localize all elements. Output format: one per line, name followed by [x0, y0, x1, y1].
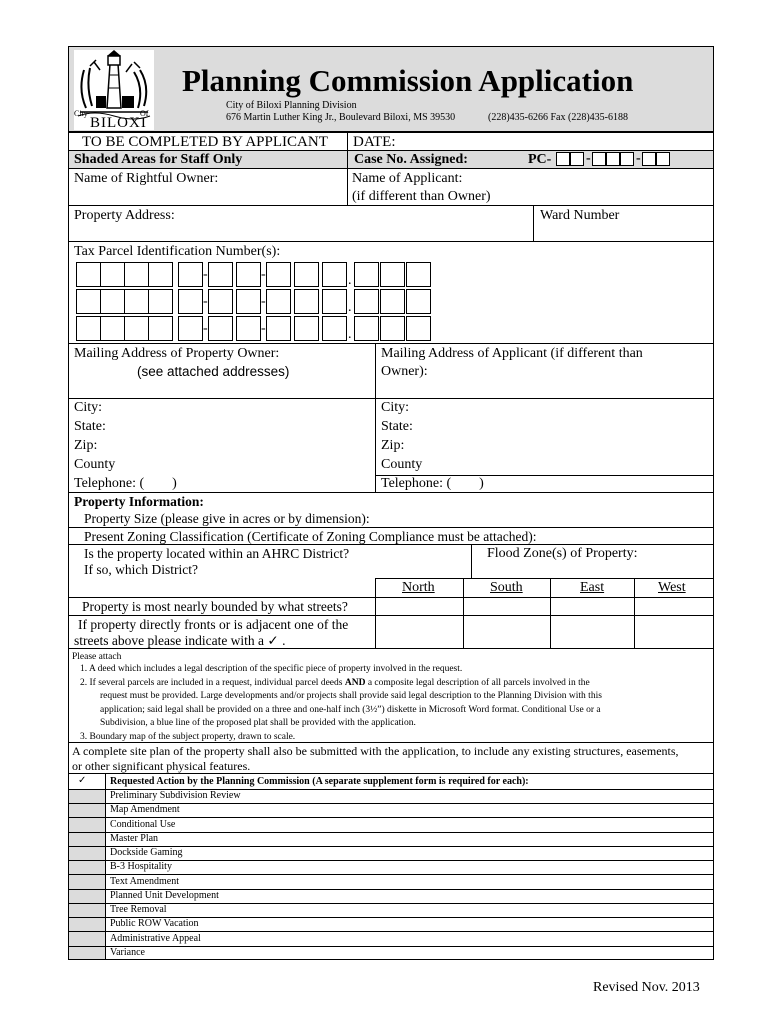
actions-check-header: ✓	[78, 775, 87, 786]
direction-south: South	[490, 580, 523, 595]
name-owner-label[interactable]: Name of Rightful Owner:	[74, 171, 219, 186]
date-label: DATE:	[353, 134, 396, 150]
which-district-label[interactable]: If so, which District?	[84, 562, 198, 577]
owner-state[interactable]: State:	[74, 419, 106, 434]
ward-number-label[interactable]: Ward Number	[540, 208, 620, 223]
attach-item-2-cont-1: request must be provided. Large developments and/or projects shall provide said legal description to the Planning Division with this	[100, 691, 602, 701]
case-no-label: Case No. Assigned:	[354, 152, 468, 167]
direction-east: East	[580, 580, 605, 595]
svg-text:-: -	[261, 294, 266, 309]
action-item[interactable]: Map Amendment	[110, 804, 180, 815]
fronts-label-2: streets above please indicate with a ✓ .	[74, 633, 286, 648]
biloxi-logo	[74, 50, 154, 130]
svg-text:-: -	[203, 321, 208, 336]
bounded-label: Property is most nearly bounded by what streets?	[82, 599, 348, 614]
attach-item-3: 3. Boundary map of the subject property, drawn to scale.	[80, 732, 296, 742]
svg-text:.: .	[348, 273, 352, 288]
name-applicant-label[interactable]: Name of Applicant:	[352, 171, 463, 186]
applicant-city[interactable]: City:	[381, 400, 410, 415]
owner-city[interactable]: City:	[74, 400, 103, 415]
logo-city-text: City	[74, 109, 88, 118]
svg-text:-: -	[261, 321, 266, 336]
if-different-label: (if different than Owner)	[352, 189, 491, 204]
case-prefix: PC-	[528, 152, 552, 167]
attach-item-1: 1. A deed which includes a legal description of the specific piece of property involved in the request.	[80, 664, 463, 674]
site-plan-text-2: or other significant physical features.	[72, 759, 251, 773]
owner-mailing-label[interactable]: Mailing Address of Property Owner:	[74, 346, 280, 361]
svg-text:.: .	[348, 300, 352, 315]
svg-text:-: -	[261, 267, 266, 282]
attach-item-2-cont-2: application; said legal shall be provided on a three and one-half inch (3½”) diskette in Microsoft Word format. Conditional Use or a	[100, 705, 601, 715]
applicant-zip[interactable]: Zip:	[381, 438, 405, 453]
attach-heading: Please attach	[72, 652, 122, 662]
action-item[interactable]: Conditional Use	[110, 819, 176, 830]
owner-zip[interactable]: Zip:	[74, 438, 98, 453]
staff-only-label: Shaded Areas for Staff Only	[74, 152, 243, 167]
phone-line: (228)435-6266 Fax (228)435-6188	[488, 112, 628, 123]
attach-item-2-cont-3: Subdivision, a blue line of the proposed plat shall be provided with the application.	[100, 718, 416, 728]
owner-county[interactable]: County	[74, 457, 116, 472]
case-number-boxes[interactable]: - -	[556, 151, 696, 168]
owner-mailing-note: (see attached addresses)	[137, 364, 290, 379]
action-item[interactable]: Public ROW Vacation	[110, 918, 199, 929]
tax-parcel-boxes[interactable]	[76, 262, 436, 342]
action-item[interactable]: Preliminary Subdivision Review	[110, 790, 241, 801]
direction-north: North	[402, 580, 435, 595]
property-size-label[interactable]: Property Size (please give in acres or by dimension):	[84, 511, 370, 526]
svg-text:-: -	[203, 294, 208, 309]
fronts-label-1: If property directly fronts or is adjacent one of the	[78, 617, 349, 632]
applicant-state[interactable]: State:	[381, 419, 413, 434]
parcel-grid[interactable]	[76, 262, 436, 342]
applicant-telephone[interactable]: Telephone: ( )	[381, 476, 484, 491]
action-item[interactable]: Planned Unit Development	[110, 890, 219, 901]
tax-parcel-label: Tax Parcel Identification Number(s):	[74, 244, 281, 259]
flood-zone-label[interactable]: Flood Zone(s) of Property:	[487, 546, 638, 561]
action-item[interactable]: Dockside Gaming	[110, 847, 183, 858]
applicant-heading: TO BE COMPLETED BY APPLICANT	[82, 134, 328, 150]
action-item[interactable]: Variance	[110, 947, 145, 958]
attach-item-2: 2. If several parcels are included in a request, individual parcel deeds AND a composite legal description of all parcels involved in the	[80, 678, 590, 688]
svg-text:.: .	[348, 327, 352, 342]
property-address-label[interactable]: Property Address:	[74, 208, 175, 223]
action-item[interactable]: B-3 Hospitality	[110, 861, 172, 872]
action-item[interactable]: Tree Removal	[110, 904, 167, 915]
applicant-mailing-label[interactable]: Mailing Address of Applicant (if different than	[381, 346, 643, 361]
direction-west: West	[658, 580, 686, 595]
action-item[interactable]: Text Amendment	[110, 876, 180, 887]
ahrc-label[interactable]: Is the property located within an AHRC District?	[84, 546, 350, 561]
actions-heading: Requested Action by the Planning Commission (A separate supplement form is required for each):	[110, 776, 529, 787]
revised-date: Revised Nov. 2013	[593, 980, 700, 995]
org-line: City of Biloxi Planning Division	[226, 100, 357, 111]
action-item[interactable]: Administrative Appeal	[110, 933, 201, 944]
site-plan-text-1: A complete site plan of the property shall also be submitted with the application, to include any existing structures, easements,	[72, 744, 679, 758]
address-line: 676 Martin Luther King Jr., Boulevard Biloxi, MS 39530	[226, 112, 456, 123]
zoning-label[interactable]: Present Zoning Classification (Certificate of Zoning Compliance must be attached):	[84, 529, 537, 544]
page-title: Planning Commission Application	[182, 63, 634, 98]
applicant-mailing-label-2: Owner):	[381, 364, 428, 379]
property-info-heading: Property Information:	[74, 494, 204, 509]
logo-of-text: Of	[140, 109, 149, 118]
action-item[interactable]: Master Plan	[110, 833, 159, 844]
owner-telephone[interactable]: Telephone: ( )	[74, 476, 177, 491]
applicant-county[interactable]: County	[381, 457, 423, 472]
svg-text:-: -	[203, 267, 208, 282]
logo-name-text: BILOXI	[90, 115, 147, 131]
